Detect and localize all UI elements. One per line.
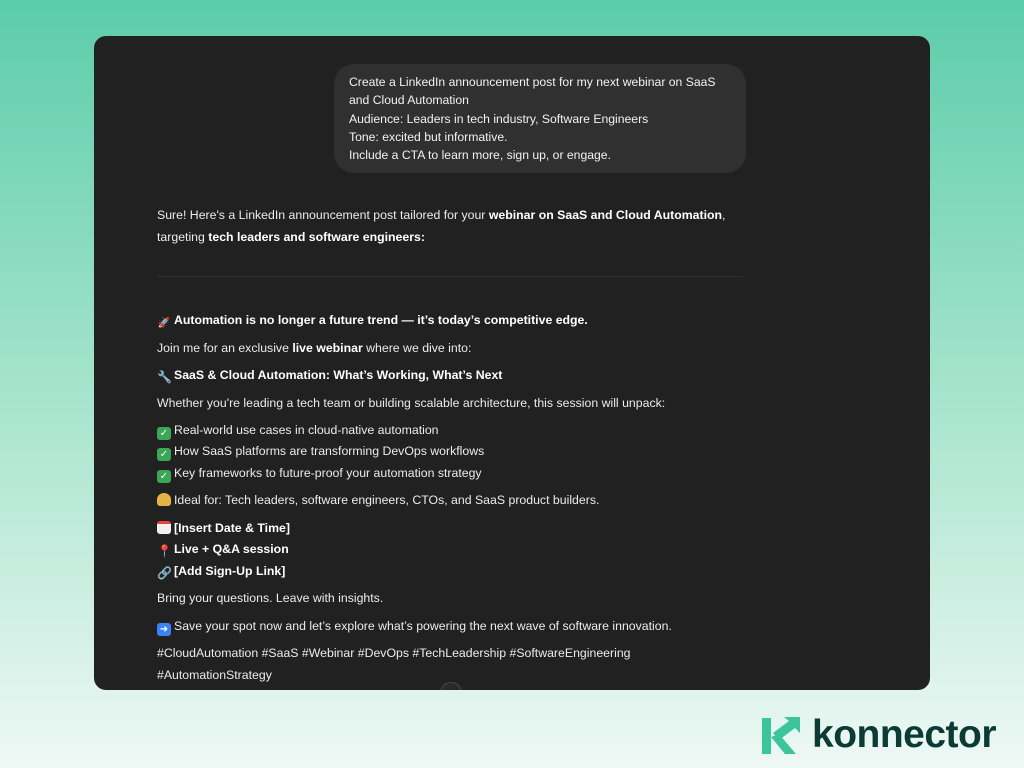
chat-window (94, 36, 930, 690)
check-icon: ✓ (157, 470, 171, 483)
join-line: Join me for an exclusive live webinar where we dive into: (157, 341, 472, 355)
calendar-icon (157, 521, 171, 534)
date-line: [Insert Date & Time] (157, 521, 290, 535)
bullet-item: ✓ Real-world use cases in cloud-native automation (157, 423, 439, 440)
session-title: 🔧 SaaS & Cloud Automation: What’s Working, What’s Next (157, 368, 503, 384)
bullet-item: ✓ Key frameworks to future-proof your automation strategy (157, 466, 482, 483)
brand-name: konnector (812, 713, 997, 756)
rocket-icon: 🚀 (157, 318, 171, 329)
user-message-line: and Cloud Automation (349, 93, 469, 108)
divider (157, 276, 742, 277)
check-icon: ✓ (157, 427, 171, 440)
user-message-line: Tone: excited but informative. (349, 129, 508, 144)
intro-line: targeting tech leaders and software engineers: (157, 230, 425, 244)
cta-line: ➜ Save your spot now and let’s explore what’s powering the next wave of software innovation. (157, 619, 672, 636)
unpack-line: Whether you're leading a tech team or building scalable architecture, this session will unpack: (157, 396, 666, 410)
arrow-right-icon: ➜ (157, 623, 171, 636)
ideal-for-line: Ideal for: Tech leaders, software engineers, CTOs, and SaaS product builders. (157, 493, 599, 507)
check-icon: ✓ (157, 448, 171, 461)
user-message-line: Audience: Leaders in tech industry, Software Engineers (349, 111, 649, 126)
headline: 🚀 Automation is no longer a future trend — it’s today’s competitive edge. (157, 313, 588, 329)
konnector-logo-icon (760, 714, 804, 758)
intro-line: Sure! Here's a LinkedIn announcement post tailored for your webinar on SaaS and Cloud Automation, (157, 208, 726, 222)
brand-logo (760, 712, 1010, 762)
user-message-line: Include a CTA to learn more, sign up, or engage. (349, 148, 611, 163)
user-message-bubble (334, 64, 746, 173)
link-icon: 🔗 (157, 566, 172, 580)
hashtags-line: #AutomationStrategy (157, 668, 272, 682)
live-line: 📍 Live + Q&A session (157, 542, 289, 558)
hashtags-line: #CloudAutomation #SaaS #Webinar #DevOps #TechLeadership #SoftwareEngineering (157, 646, 631, 660)
bring-line: Bring your questions. Leave with insights. (157, 591, 384, 605)
scroll-down-icon[interactable] (440, 682, 462, 690)
wrench-icon: 🔧 (157, 370, 172, 384)
signup-line: 🔗 [Add Sign-Up Link] (157, 564, 286, 580)
person-icon (157, 493, 171, 506)
bullet-item: ✓ How SaaS platforms are transforming DevOps workflows (157, 444, 484, 461)
user-message-line: Create a LinkedIn announcement post for my next webinar on SaaS (349, 75, 716, 89)
pin-icon: 📍 (157, 544, 172, 558)
